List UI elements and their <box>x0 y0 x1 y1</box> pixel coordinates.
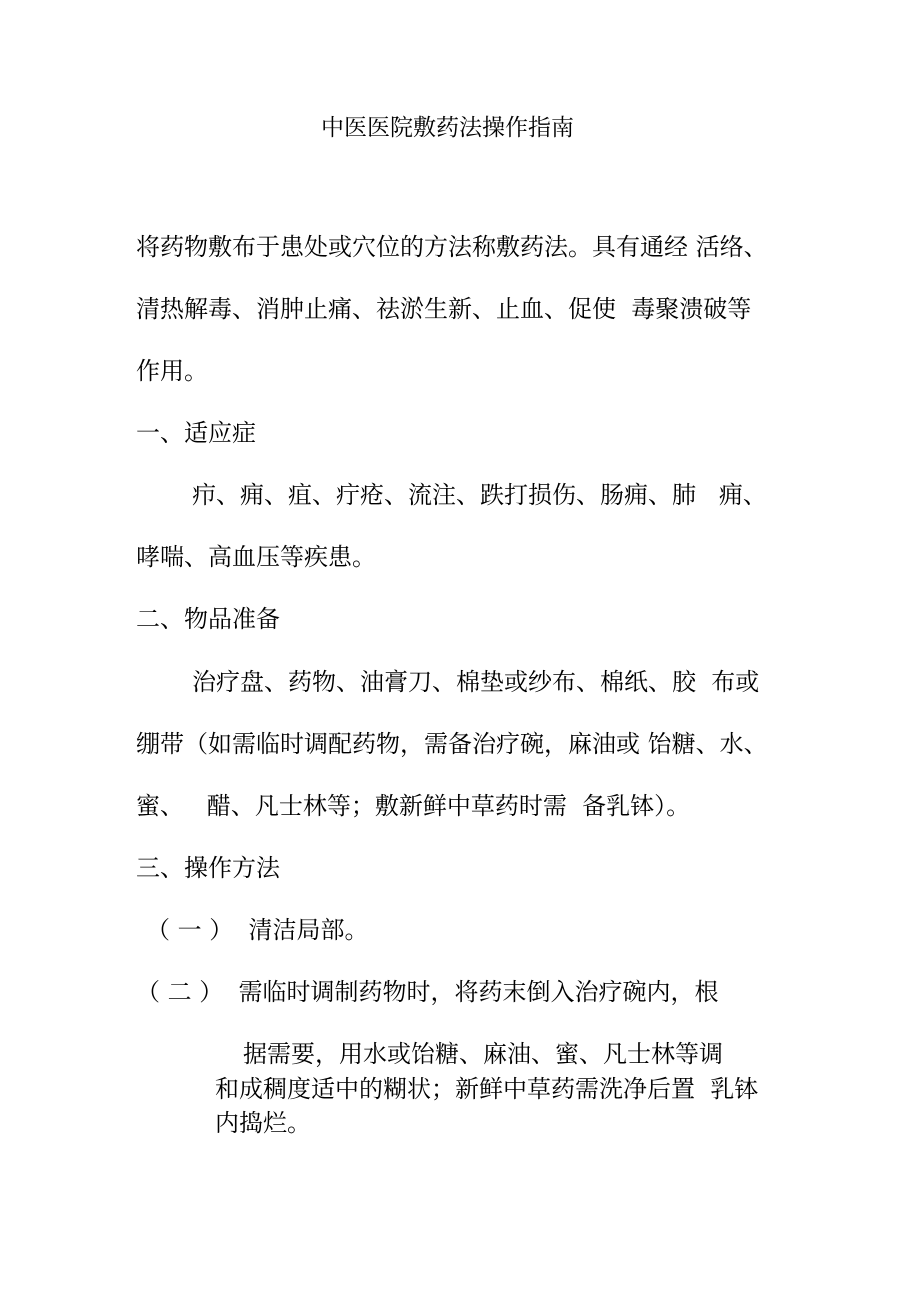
intro-line-2: 清热解毒、消肿止痛、祛淤生新、止血、促使 毒聚溃破等 <box>136 295 752 323</box>
procedure-step-2-line-2: 据需要，用水或饴糖、麻油、蜜、凡士林等调 <box>243 1040 723 1068</box>
indications-line-1: 疖、痈、疽、疔疮、流注、跌打损伤、肠痈、肺 痈、 <box>192 481 767 509</box>
supplies-line-2: 绷带（如需临时调配药物，需备治疗碗，麻油或 饴糖、水、 <box>136 730 768 758</box>
procedure-step-2-line-4: 内捣烂。 <box>215 1109 311 1137</box>
supplies-line-1: 治疗盘、药物、油膏刀、棉垫或纱布、棉纸、胶 布或 <box>192 668 760 696</box>
section-heading-supplies: 二、物品准备 <box>136 605 280 633</box>
procedure-step-2-line-1: （ 二 ） 需临时调制药物时，将药末倒入治疗碗内，根 <box>136 978 719 1006</box>
intro-line-1: 将药物敷布于患处或穴位的方法称敷药法。具有通经 活络、 <box>136 233 768 261</box>
supplies-line-3: 蜜、 醋、凡士林等；敷新鲜中草药时需 备乳钵）。 <box>136 792 691 820</box>
section-heading-procedure: 三、操作方法 <box>136 854 280 882</box>
procedure-step-1: （ 一 ） 清洁局部。 <box>146 916 369 944</box>
indications-line-2: 哮喘、高血压等疾患。 <box>136 543 376 571</box>
procedure-step-2-line-3: 和成稠度适中的糊状；新鲜中草药需洗净后置 乳钵 <box>215 1075 759 1103</box>
document-title: 中医医院敷药法操作指南 <box>321 115 574 141</box>
intro-line-3: 作用。 <box>136 357 208 385</box>
section-heading-indications: 一、适应症 <box>136 419 256 447</box>
